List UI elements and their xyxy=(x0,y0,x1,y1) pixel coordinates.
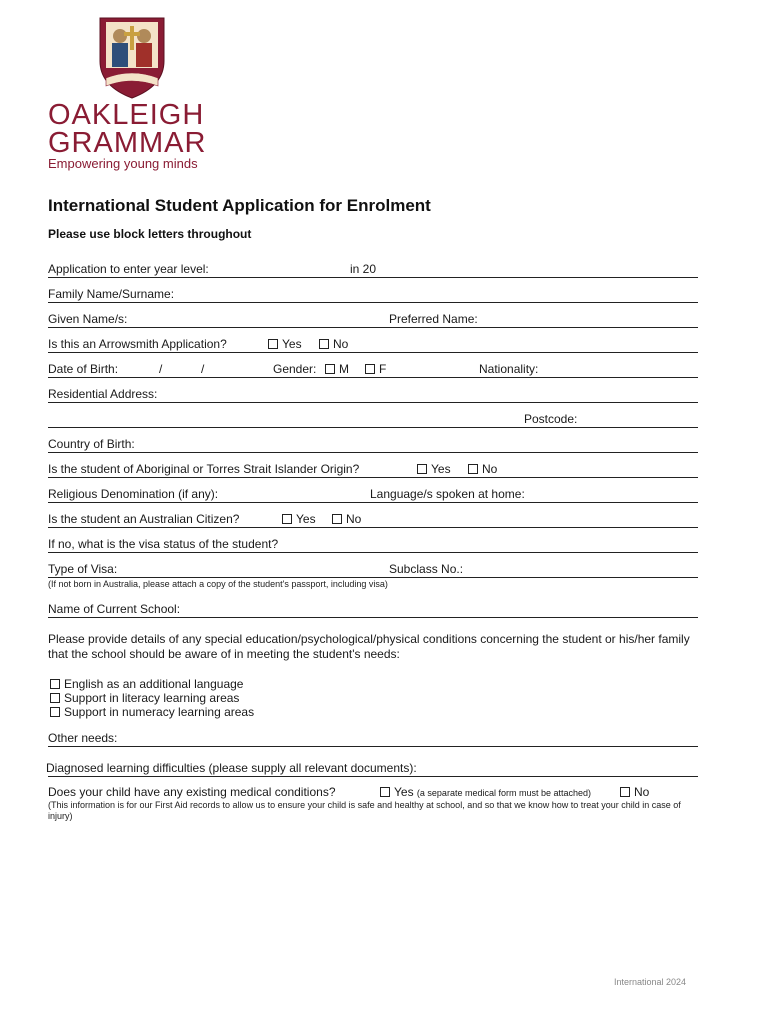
current-school-field[interactable] xyxy=(48,602,698,618)
other-needs-label: Other needs: xyxy=(48,731,118,745)
religion-label: Religious Denomination (if any): xyxy=(48,487,219,501)
arrowsmith-label: Is this an Arrowsmith Application? xyxy=(48,337,227,351)
family-name-field[interactable] xyxy=(48,287,698,303)
gender-f-option[interactable]: F xyxy=(365,362,386,376)
checkbox-icon[interactable] xyxy=(380,787,390,797)
country-birth-label: Country of Birth: xyxy=(48,437,135,451)
checkbox-icon[interactable] xyxy=(468,464,478,474)
diagnosed-field[interactable] xyxy=(48,761,698,777)
citizen-label: Is the student an Australian Citizen? xyxy=(48,512,240,526)
school-crest-logo xyxy=(92,6,172,100)
family-name-label: Family Name/Surname: xyxy=(48,287,175,301)
need-option-numeracy[interactable]: Support in numeracy learning areas xyxy=(50,705,254,719)
medical-yes-option[interactable]: Yes (a separate medical form must be attached) xyxy=(380,785,591,799)
need-option-esl[interactable]: English as an additional language xyxy=(50,677,254,691)
visa-status-field[interactable] xyxy=(48,537,698,553)
year-level-field[interactable] xyxy=(48,262,698,278)
citizen-yes-option[interactable]: Yes xyxy=(282,512,316,526)
aboriginal-label: Is the student of Aboriginal or Torres Strait Islander Origin? xyxy=(48,462,360,476)
checkbox-icon[interactable] xyxy=(50,693,60,703)
form-title: International Student Application for Enrolment xyxy=(48,196,431,215)
passport-note: (If not born in Australia, please attach a copy of the student's passport, including visa) xyxy=(48,579,388,589)
religion-languages-row[interactable] xyxy=(48,487,698,503)
visa-type-row[interactable] xyxy=(48,562,698,578)
checkbox-icon[interactable] xyxy=(365,364,375,374)
checkbox-icon[interactable] xyxy=(325,364,335,374)
form-subtitle: Please use block letters throughout xyxy=(48,227,252,241)
aboriginal-yes-option[interactable]: Yes xyxy=(417,462,451,476)
arrowsmith-no-option[interactable]: No xyxy=(319,337,348,351)
first-aid-note: (This information is for our First Aid records to allow us to ensure your child is safe and healthy at school, and so that we know how to treat your child in case of injury) xyxy=(48,800,681,821)
address-field[interactable] xyxy=(48,387,698,403)
school-name-line2: GRAMMAR xyxy=(48,127,207,159)
need-option-literacy[interactable]: Support in literacy learning areas xyxy=(50,691,254,705)
dob-gender-row xyxy=(48,362,698,378)
other-needs-field[interactable] xyxy=(48,731,698,747)
preferred-name-label: Preferred Name: xyxy=(389,312,478,326)
subclass-label: Subclass No.: xyxy=(389,562,464,576)
diagnosed-label: Diagnosed learning difficulties (please supply all relevant documents): xyxy=(46,761,417,775)
visa-status-label: If no, what is the visa status of the student? xyxy=(48,537,279,551)
postcode-label: Postcode: xyxy=(524,412,578,426)
checkbox-icon[interactable] xyxy=(268,339,278,349)
special-needs-paragraph: Please provide details of any special education/psychological/physical conditions concerning the student or his/her family that the school should be aware of in meeting the student's needs: xyxy=(48,632,690,661)
gender-label: Gender: xyxy=(273,362,317,376)
year-level-label: Application to enter year level: xyxy=(48,262,209,276)
given-names-field[interactable] xyxy=(48,312,698,328)
checkbox-icon[interactable] xyxy=(282,514,292,524)
medical-yes-note: (a separate medical form must be attached) xyxy=(416,788,592,798)
dob-label: Date of Birth: xyxy=(48,362,119,376)
checkbox-icon[interactable] xyxy=(50,679,60,689)
languages-label: Language/s spoken at home: xyxy=(370,487,525,501)
year-in-label: in 20 xyxy=(350,262,377,276)
school-name-line1: OAKLEIGH xyxy=(48,99,205,131)
medical-no-option[interactable]: No xyxy=(620,785,649,799)
visa-type-label: Type of Visa: xyxy=(48,562,118,576)
checkbox-icon[interactable] xyxy=(50,707,60,717)
arrowsmith-row xyxy=(48,337,698,353)
nationality-label: Nationality: xyxy=(479,362,539,376)
checkbox-icon[interactable] xyxy=(417,464,427,474)
checkbox-icon[interactable] xyxy=(332,514,342,524)
aboriginal-no-option[interactable]: No xyxy=(468,462,497,476)
arrowsmith-yes-option[interactable]: Yes xyxy=(268,337,302,351)
needs-options-list xyxy=(50,677,254,719)
medical-row xyxy=(48,785,698,800)
school-tagline: Empowering young minds xyxy=(48,156,198,171)
checkbox-icon[interactable] xyxy=(620,787,630,797)
country-birth-field[interactable] xyxy=(48,437,698,453)
citizen-row xyxy=(48,512,698,528)
checkbox-icon[interactable] xyxy=(319,339,329,349)
gender-m-option[interactable]: M xyxy=(325,362,349,376)
postcode-field[interactable] xyxy=(48,412,698,428)
dob-slash-1: / xyxy=(159,362,163,376)
given-names-label: Given Name/s: xyxy=(48,312,128,326)
citizen-no-option[interactable]: No xyxy=(332,512,361,526)
footer-text: International 2024 xyxy=(614,977,687,987)
current-school-label: Name of Current School: xyxy=(48,602,181,616)
address-label: Residential Address: xyxy=(48,387,158,401)
dob-slash-2: / xyxy=(201,362,205,376)
medical-label: Does your child have any existing medical conditions? xyxy=(48,785,336,799)
aboriginal-row xyxy=(48,462,698,478)
